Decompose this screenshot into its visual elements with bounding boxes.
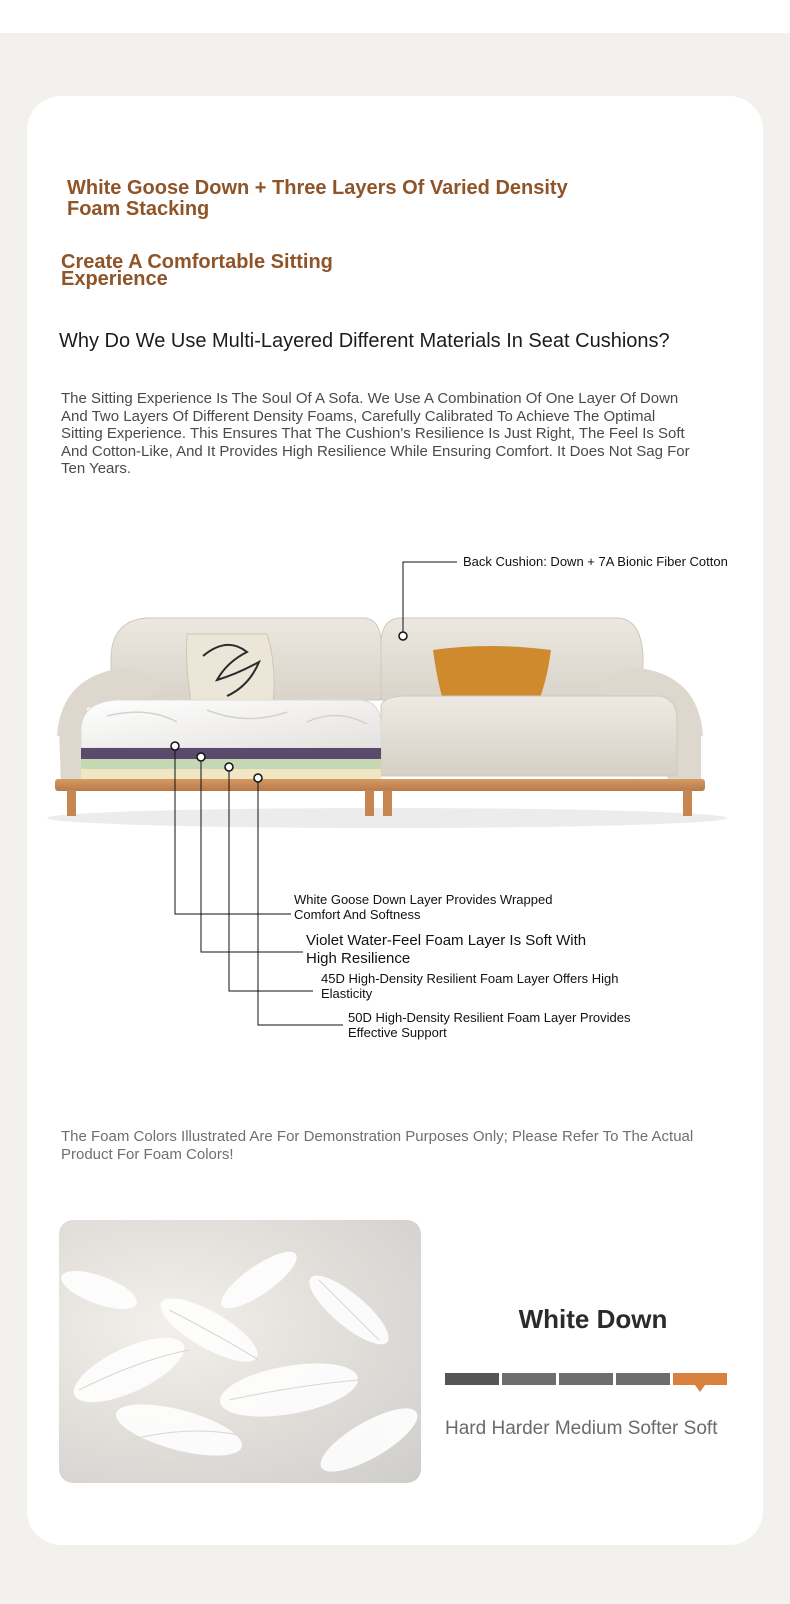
- leg-1: [67, 790, 76, 816]
- softness-title: White Down: [518, 1304, 668, 1334]
- 45d-layer-label: 45D High-Density Resilient Foam Layer Offers High Elasticity: [321, 971, 619, 1001]
- violet-layer-marker: [197, 753, 205, 761]
- top-strip: [0, 0, 790, 33]
- scale-segment-hard: [445, 1373, 499, 1385]
- down-layer-marker: [171, 742, 179, 750]
- back-cushion-label: Back Cushion: Down + 7A Bionic Fiber Cotton: [463, 554, 728, 569]
- violet-layer-label: Violet Water-Feel Foam Layer Is Soft With High Resilience: [306, 932, 587, 967]
- 45d-layer-leader: [229, 767, 313, 991]
- scale-label-hard: Hard: [445, 1418, 487, 1439]
- scale-segment-medium: [559, 1373, 613, 1385]
- scale-pointer-icon: [695, 1385, 705, 1392]
- scale-label-harder: Harder: [491, 1418, 550, 1439]
- right-seat-cushion: [381, 696, 677, 776]
- orange-pillow: [433, 646, 551, 700]
- feature-title: White Goose Down + Three Layers Of Varied Density Foam Stacking: [67, 177, 568, 220]
- down-layer: [81, 700, 381, 748]
- leg-3: [383, 790, 392, 816]
- section-paragraph: The Sitting Experience Is The Soul Of A Sofa. We Use A Combination Of One Layer Of Down And Two Layers Of Different Density Foams, Carefully Calibrated To Achieve The Optimal Sitting Experience. This Ensures That The Cushion's Resilience Is Just Right, The Feel Is Soft And Cotton-Like, And It Provides High Resilience While Ensuring Comfort. It Does Not Sag For Ten Years.: [61, 390, 690, 477]
- section-question: Why Do We Use Multi-Layered Different Materials In Seat Cushions?: [59, 330, 670, 352]
- scale-label-softer: Softer: [627, 1418, 679, 1439]
- scale-segment-soft: [673, 1373, 727, 1385]
- scale-label-soft: Soft: [683, 1418, 718, 1439]
- scale-segment-softer: [616, 1373, 670, 1385]
- down-layer-label: White Goose Down Layer Provides Wrapped Comfort And Softness: [294, 892, 553, 922]
- leg-4: [683, 790, 692, 816]
- feather-illustration: [59, 1220, 421, 1483]
- softness-scale-bar: [445, 1373, 729, 1385]
- foam-color-note: The Foam Colors Illustrated Are For Demonstration Purposes Only; Please Refer To The Actual Product For Foam Colors!: [61, 1128, 694, 1163]
- 50d-layer-marker: [254, 774, 262, 782]
- back-cushion-marker: [399, 632, 407, 640]
- violet-foam-layer: [81, 748, 381, 759]
- white-down-photo: [59, 1220, 421, 1483]
- softness-scale-labels: [445, 1418, 755, 1440]
- product-detail-card: [27, 96, 763, 1545]
- scale-label-medium: Medium: [554, 1418, 623, 1439]
- feature-subtitle: Create A Comfortable Sitting Experience: [61, 251, 333, 290]
- 50d-layer-label: 50D High-Density Resilient Foam Layer Provides Effective Support: [348, 1010, 631, 1040]
- scale-segment-harder: [502, 1373, 556, 1385]
- leg-2: [365, 790, 374, 816]
- wooden-base: [55, 779, 705, 791]
- 45d-layer-marker: [225, 763, 233, 771]
